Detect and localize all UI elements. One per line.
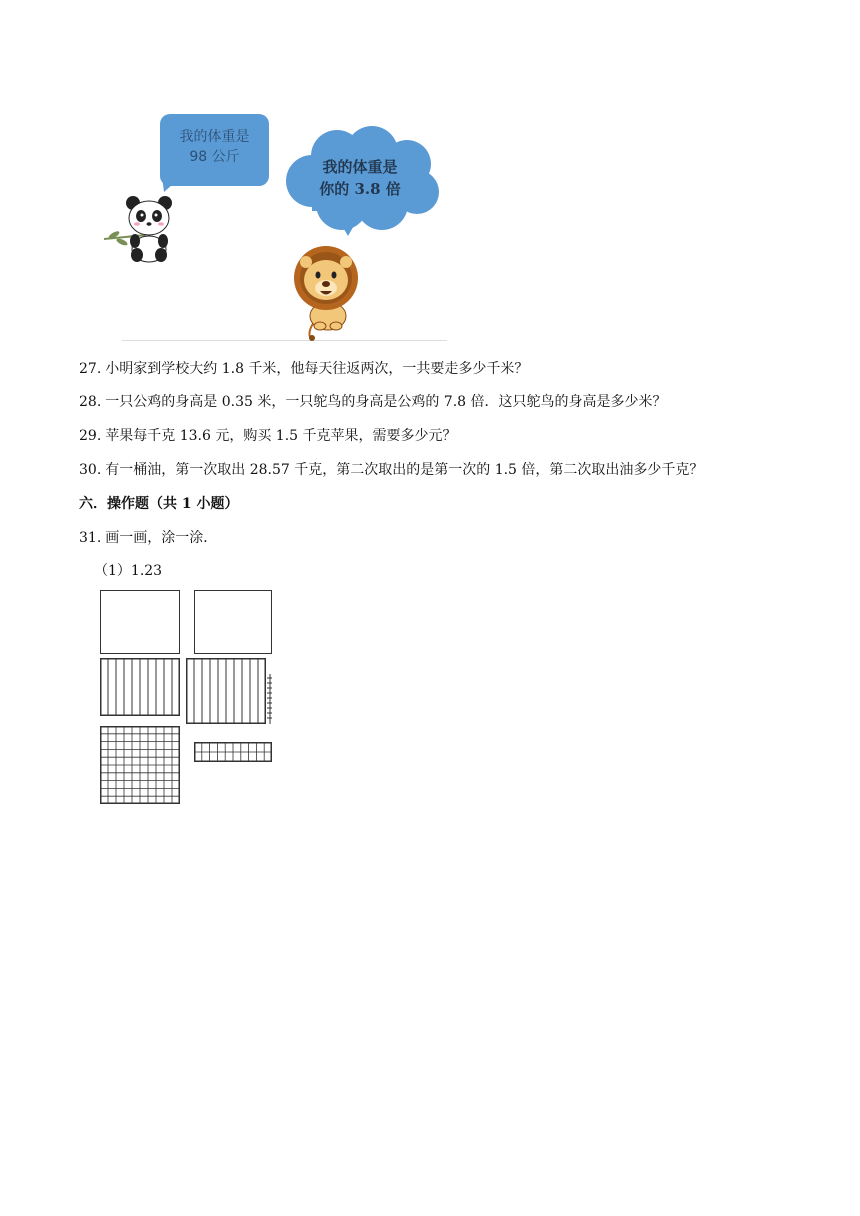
- lion-image: [284, 242, 368, 342]
- question-31-number: 31.: [79, 530, 102, 546]
- left-whole-square: [100, 590, 180, 654]
- question-30-text: 有一桶油，第一次取出 28.57 千克，第二次取出的是第一次的 1.5 倍，第二次取出油多少千克？: [105, 462, 704, 478]
- question-31-text: 画一画，涂一涂．: [105, 530, 218, 546]
- question-29-number: 29.: [79, 428, 102, 444]
- question-31: [79, 529, 217, 547]
- decimal-grid-figure: [100, 590, 275, 805]
- question-27-text: 小明家到学校大约 1.8 千米，他每天往返两次，一共要走多少千米？: [105, 361, 529, 377]
- question-29-text: 苹果每千克 13.6 元，购买 1.5 千克苹果，需要多少元？: [105, 428, 457, 444]
- section-6-title: 六．操作题（共 1 小题）: [79, 496, 239, 512]
- panda-speech-line2: 98 公斤: [189, 149, 240, 165]
- left-tenths-grid: [100, 658, 180, 716]
- right-tenths-grid: [186, 658, 272, 724]
- question-28-number: 28.: [79, 394, 102, 410]
- panda-speech-line1: 我的体重是: [179, 129, 250, 145]
- lion-speech-text: [300, 156, 420, 200]
- lion-speech-line1: 我的体重是: [322, 158, 398, 176]
- lion-speech-line2: 你的 3.8 倍: [319, 180, 401, 198]
- question-30-number: 30.: [79, 462, 102, 478]
- panda-bubble-tail: [160, 176, 184, 194]
- left-hundredths-grid: [100, 726, 180, 804]
- right-whole-square: [194, 590, 272, 654]
- question-28: [79, 393, 667, 411]
- question-27: [79, 360, 528, 378]
- panda-image: [102, 193, 182, 265]
- question-30: [79, 461, 703, 479]
- question-28-text: 一只公鸡的身高是 0.35 米，一只鸵鸟的身高是公鸡的 7.8 倍．这只鸵鸟的身高是多少米？: [105, 394, 667, 410]
- question-29: [79, 427, 457, 445]
- right-hundredths-strip: [194, 742, 272, 762]
- subquestion-1: （1）1.23: [94, 563, 163, 579]
- question-27-number: 27.: [79, 361, 102, 377]
